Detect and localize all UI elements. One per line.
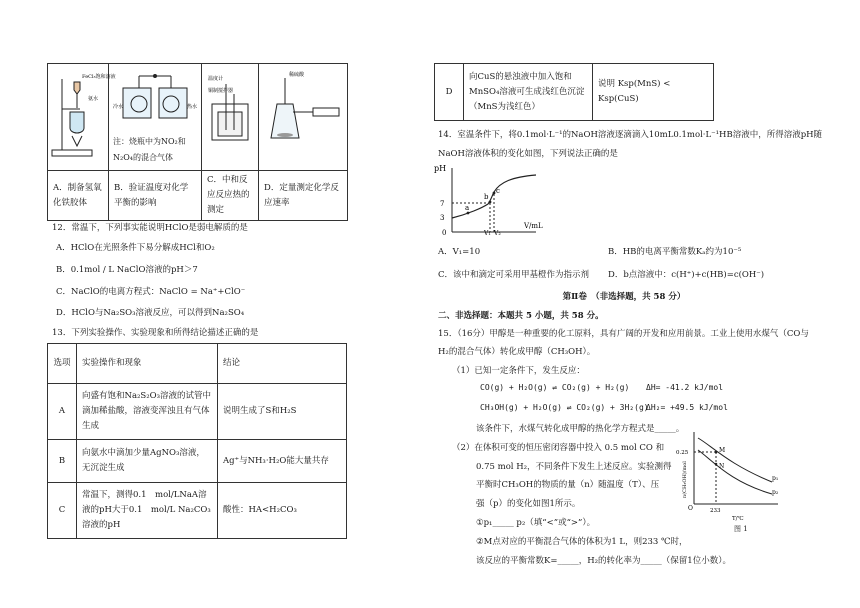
- equation-2: CH₃OH(g) + H₂O(g) ⇌ CO₂(g) + 3H₂(g): [480, 403, 649, 412]
- fig1-origin: O: [688, 505, 693, 512]
- table-row: [435, 64, 714, 121]
- q14-option-b: B．HB的电离平衡常数Kₐ约为10⁻⁵: [608, 247, 742, 257]
- q13-row-c-option: C: [48, 483, 77, 539]
- point-n-label: N: [719, 463, 725, 470]
- curve-p2-label: p₂: [772, 489, 779, 496]
- q15-part2-q1: ①p₁_____ p₂（填“<”或“>”）。: [476, 518, 596, 528]
- fig1-y-label: n(CH₃OH)/mol: [682, 461, 688, 498]
- equation-2-enthalpy: ΔH₂= +49.5 kJ/mol: [646, 403, 728, 412]
- table-row: [48, 384, 347, 440]
- q14-stem-line1: 14．室温条件下，将0.1mol·L⁻¹的NaOH溶液逐滴滴入10mL0.1mol·L⁻¹HB溶液中，所得溶液pH随: [438, 130, 823, 140]
- q12-option-b: B．0.1mol / L NaClO溶液的pH＞7: [56, 265, 198, 275]
- graph-y-tick-7: 7: [440, 200, 445, 208]
- ferric-chloride-label: FeCl₃饱和溶液: [82, 74, 116, 80]
- q15-part2-line4: 强（p）的变化如图1所示。: [476, 499, 581, 509]
- ammonia-label: 氨水: [88, 96, 99, 102]
- apparatus-b-cell: [109, 64, 202, 171]
- q12-option-c: C．NaClO的电离方程式：NaClO = Na⁺+ClO⁻: [56, 287, 246, 297]
- apparatus-c-cell: [202, 64, 259, 171]
- figure-1-graph: [672, 428, 790, 526]
- q13-row-c-conclusion: 酸性：HA<H₂CO₃: [218, 483, 347, 539]
- fig1-x-label: T/℃: [732, 516, 744, 522]
- figure-1-caption: 图 1: [734, 525, 748, 533]
- curve-p1: [698, 438, 772, 482]
- point-c-label: c: [496, 187, 500, 195]
- point-b-label: b: [484, 193, 489, 201]
- q13-row-b-operation: 向氨水中滴加少量AgNO₃溶液，无沉淀生成: [77, 440, 218, 483]
- option-c-label: C．中和反应反应热的测定: [202, 171, 259, 221]
- graph-y-tick-3: 3: [440, 214, 445, 222]
- calorimeter-diagram: [202, 64, 258, 164]
- q14-stem-line2: NaOH溶液体积的变化如图，下列说法正确的是: [438, 149, 618, 159]
- point-m-label: M: [719, 447, 726, 454]
- option-a-label: A．制备氢氧化铁胶体: [48, 171, 109, 221]
- part2-title: 第Ⅱ卷 （非选择题，共 58 分）: [562, 292, 686, 302]
- titration-curve-graph: [432, 162, 552, 236]
- q13-row-c-operation: 常温下，测得0.1 mol/LNaA溶液的pH大于0.1 mol/L Na₂CO₃溶液的pH: [77, 483, 218, 539]
- part2-subtitle: 二、非选择题：本题共 5 小题，共 58 分。: [438, 311, 604, 321]
- q13-row-a-operation: 向盛有饱和Na₂S₂O₃溶液的试管中滴加稀盐酸，溶液变浑浊且有气体生成: [77, 384, 218, 440]
- table-row: [48, 483, 347, 539]
- apparatus-b-note: 注：烧瓶中为NO₂和N₂O₄的混合气体: [113, 137, 186, 162]
- q12-option-a: A．HClO在光照条件下易分解成HCl和O₂: [56, 243, 215, 253]
- q13-table-continued: [434, 63, 714, 121]
- q15-stem-line2: H₂的混合气体）转化成甲醇（CH₃OH）。: [438, 347, 596, 357]
- graph-x-label: V/mL: [524, 222, 543, 230]
- q14-option-d: D．b点溶液中：c(H⁺)+c(HB)=c(OH⁻): [608, 270, 765, 280]
- q13-row-b-option: B: [48, 440, 77, 483]
- point-a-label: a: [465, 204, 470, 212]
- q13-header-operation: 实验操作和现象: [77, 344, 218, 384]
- curve-p1-label: p₁: [772, 475, 779, 482]
- stirrer-label: 铜制搅拌器: [208, 88, 234, 94]
- q13-row-d-conclusion: 说明 Ksp(MnS) < Ksp(CuS): [593, 64, 714, 121]
- q13-row-b-conclusion: Ag⁺与NH₃·H₂O能大量共存: [218, 440, 347, 483]
- curve-p2: [698, 450, 772, 494]
- q13-header-option: 选项: [48, 344, 77, 384]
- q15-part2-line2: 0.75 mol H₂，不同条件下发生上述反应。实验测得: [476, 462, 672, 472]
- q13-stem: 13．下列实验操作、实验现象和所得结论描述正确的是: [52, 328, 259, 338]
- equation-1: CO(g) + H₂O(g) ⇌ CO₂(g) + H₂(g): [480, 383, 630, 392]
- no2-equilibrium-apparatus-diagram: [109, 68, 201, 128]
- q15-stem-line1: 15．（16分）甲醇是一种重要的化工原料，具有广阔的开发和应用前景。工业上使用水煤气（CO与: [438, 329, 809, 339]
- table-row: [48, 440, 347, 483]
- hot-water-label: 热水: [187, 104, 198, 110]
- apparatus-a-cell: [48, 64, 116, 171]
- q15-part2-q2: ②M点对应的平衡混合气体的体积为1 L，则233 ℃时，: [476, 537, 688, 547]
- fig1-x-tick: 233: [710, 508, 721, 514]
- q14-option-c: C．该中和滴定可采用甲基橙作为指示剂: [438, 270, 590, 280]
- q12-option-d: D．HClO与Na₂SO₃溶液反应，可以得到Na₂SO₄: [56, 308, 245, 318]
- q13-row-a-conclusion: 说明生成了S和H₂S: [218, 384, 347, 440]
- graph-x-tick-v1: V₁: [484, 230, 491, 237]
- q15-part1-question: 该条件下，水煤气转化成甲醇的热化学方程式是_____。: [476, 424, 685, 434]
- q14-option-a: A．V₁=10: [438, 247, 481, 257]
- thermometer-label: 温度计: [208, 76, 224, 82]
- equation-1-enthalpy: ΔH= -41.2 kJ/mol: [646, 383, 724, 392]
- q15-part2-line3: 平衡时CH₃OH的物质的量（n）随温度（T）、压: [476, 480, 660, 490]
- q15-part2-q2b: 该反应的平衡常数K=_____，H₂的转化率为_____（保留1位小数）。: [476, 556, 731, 566]
- q15-part1: （1）已知一定条件下，发生反应：: [452, 366, 585, 376]
- apparatus-d-cell: [259, 64, 348, 171]
- q13-row-d-option: D: [435, 64, 464, 121]
- graph-x-tick-v2: V₂: [494, 230, 501, 237]
- graph-origin: 0: [442, 229, 447, 237]
- reaction-rate-apparatus-diagram: [259, 64, 347, 164]
- q13-table: [47, 343, 347, 539]
- apparatus-table: [47, 63, 348, 221]
- q13-row-d-operation: 向CuS的悬浊液中加入饱和MnSO₄溶液可生成浅红色沉淀（MnS为浅红色）: [464, 64, 593, 121]
- dilute-sulfuric-acid-label: 稀硫酸: [289, 72, 305, 78]
- cold-water-label: 冷水: [113, 104, 124, 110]
- option-b-label: B．验证温度对化学平衡的影响: [109, 171, 202, 221]
- q15-part2-line1: （2）在体积可变的恒压密闭容器中投入 0.5 mol CO 和: [452, 443, 665, 453]
- q13-header-conclusion: 结论: [218, 344, 347, 384]
- option-d-label: D．定量测定化学反应速率: [259, 171, 348, 221]
- fig1-y-tick: 0.25: [676, 450, 689, 456]
- q13-row-a-option: A: [48, 384, 77, 440]
- q12-stem: 12．常温下，下列事实能说明HClO是弱电解质的是: [52, 223, 248, 233]
- graph-y-label: pH: [434, 164, 447, 173]
- ferric-hydroxide-apparatus-diagram: [48, 64, 116, 164]
